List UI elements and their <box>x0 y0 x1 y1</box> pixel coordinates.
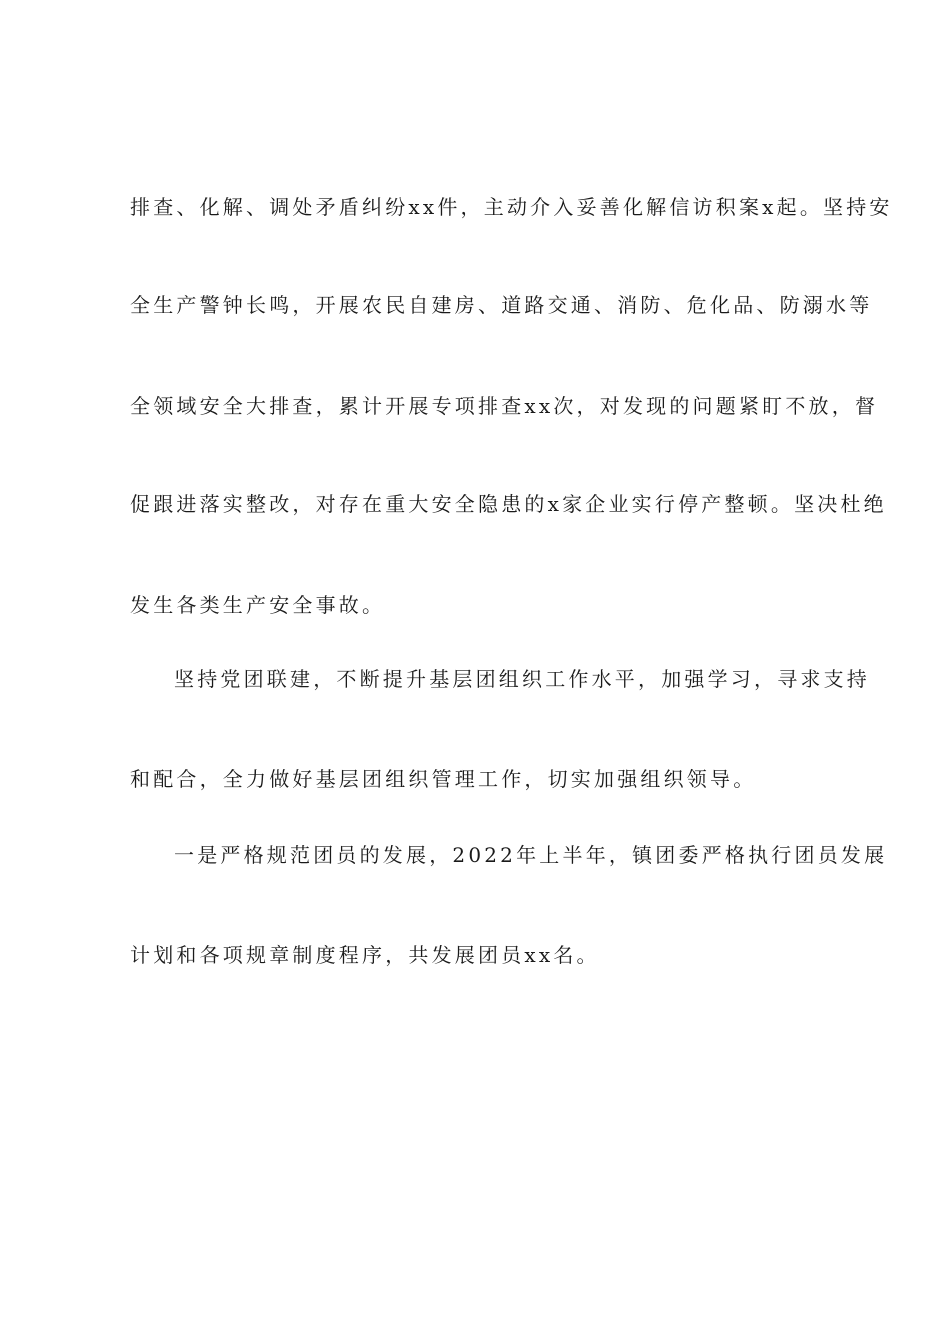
paragraph-start-line-8: 一是严格规范团员的发展，2022年上半年，镇团委严格执行团员发展 <box>174 843 888 867</box>
text-line-5: 发生各类生产安全事故。 <box>130 593 386 617</box>
text-line-3: 全领域安全大排查，累计开展专项排查xx次，对发现的问题紧盯不放，督 <box>130 394 879 418</box>
paragraph-start-line-6: 坚持党团联建，不断提升基层团组织工作水平，加强学习，寻求支持 <box>174 667 870 691</box>
text-line-1: 排查、化解、调处矛盾纠纷xx件，主动介入妥善化解信访积案x起。坚持安 <box>130 195 893 219</box>
text-line-2: 全生产警钟长鸣，开展农民自建房、道路交通、消防、危化品、防溺水等 <box>130 293 873 317</box>
text-line-4: 促跟进落实整改，对存在重大安全隐患的x家企业实行停产整顿。坚决杜绝 <box>130 492 887 516</box>
text-line-9: 计划和各项规章制度程序，共发展团员xx名。 <box>130 943 600 967</box>
text-line-7: 和配合，全力做好基层团组织管理工作，切实加强组织领导。 <box>130 767 757 791</box>
